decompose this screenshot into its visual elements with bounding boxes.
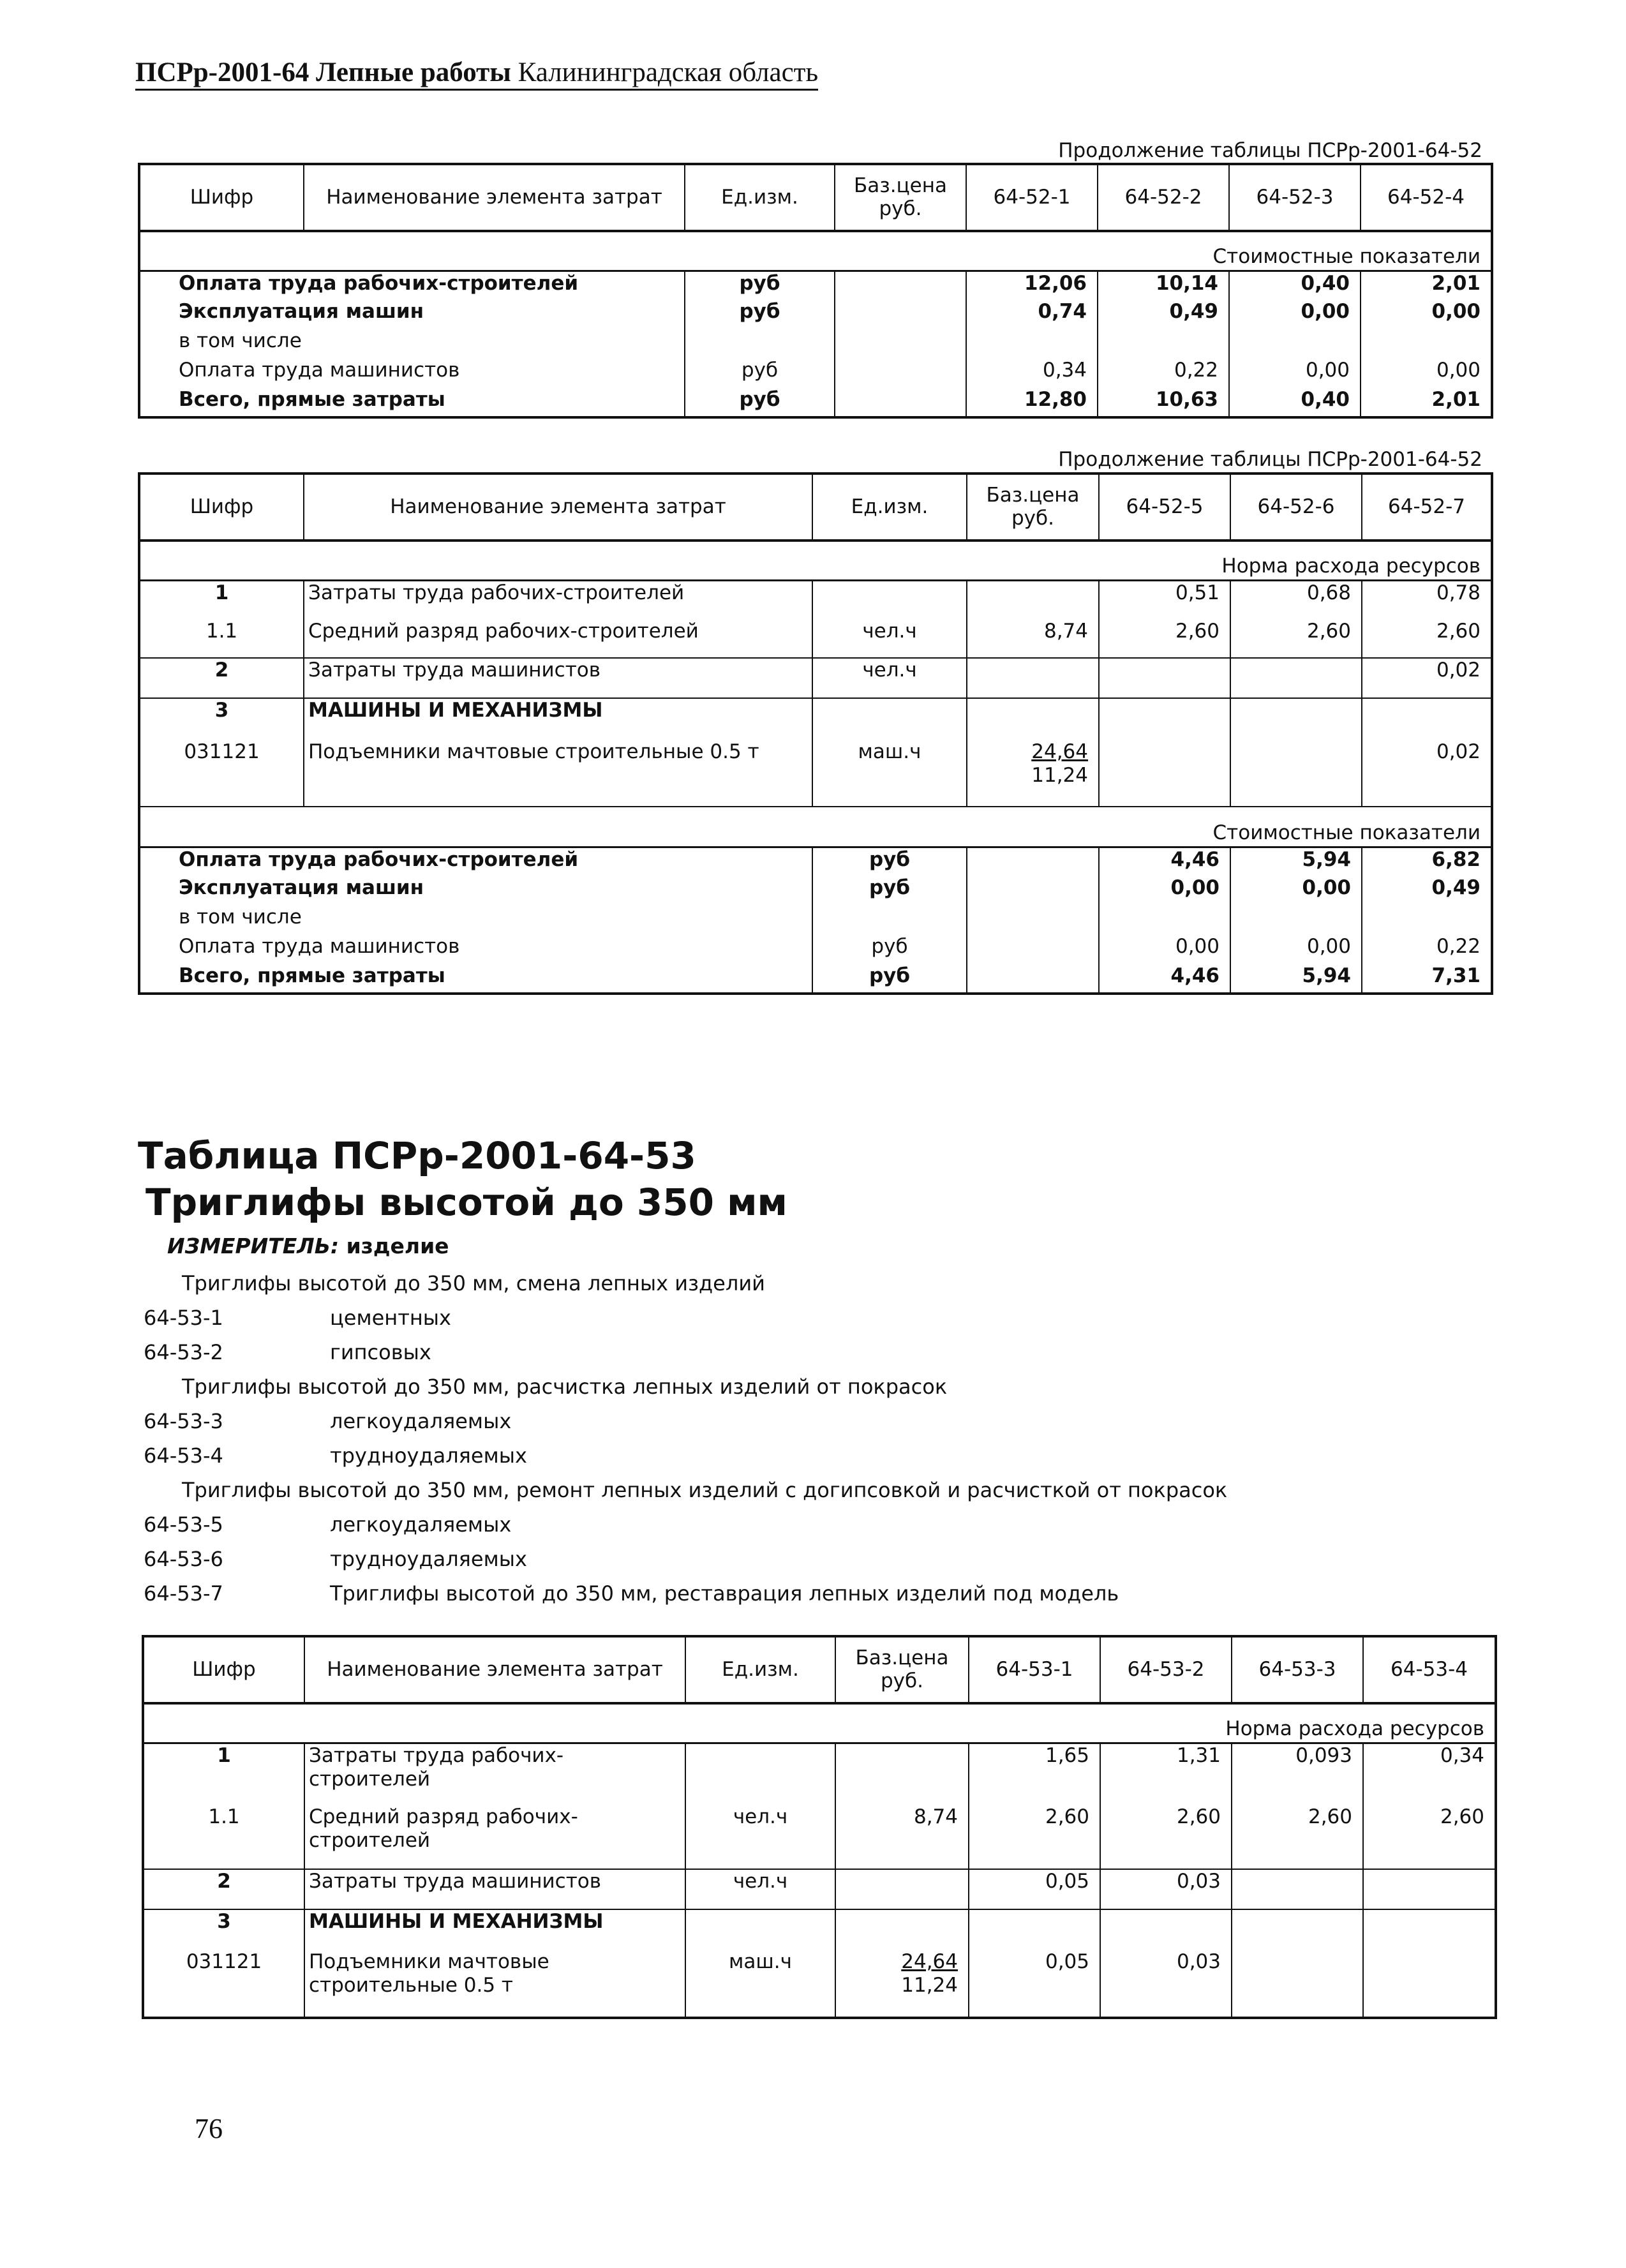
section-label: Стоимостные показатели <box>139 231 1492 271</box>
header-col: 64-52-4 <box>1361 164 1492 231</box>
description-item <box>144 1404 1484 1438</box>
norm-price: 8,74 <box>967 620 1099 658</box>
norm-group-name: МАШИНЫ И МЕХАНИЗМЫ <box>304 1909 685 1950</box>
header-name: Наименование элемента затрат <box>304 1636 685 1703</box>
cost-value: 6,82 <box>1362 847 1492 876</box>
norm-value <box>1232 1869 1363 1909</box>
description-text: трудноудаляемых <box>330 1444 527 1468</box>
cost-value: 0,00 <box>1229 359 1361 388</box>
header-unit: Ед.изм. <box>685 1636 835 1703</box>
cost-value: 4,46 <box>1099 847 1230 876</box>
norm-name: Затраты труда рабочих-строителей <box>304 1743 685 1805</box>
header-col: 64-53-3 <box>1232 1636 1363 1703</box>
cost-row-price <box>835 271 966 300</box>
cost-value: 0,34 <box>966 359 1098 388</box>
section-row <box>139 541 1492 580</box>
section-row <box>139 231 1492 271</box>
cost-value: 0,49 <box>1362 876 1492 906</box>
norm-value: 2,60 <box>1100 1805 1232 1869</box>
norm-row <box>139 620 1492 658</box>
unit-value: изделие <box>346 1234 449 1258</box>
cost-value: 12,80 <box>966 388 1098 417</box>
header-col: 64-52-3 <box>1229 164 1361 231</box>
description-text: гипсовых <box>330 1340 431 1364</box>
norm-unit: чел.ч <box>812 658 967 698</box>
running-header-series: ПСРр-2001-64 Лепные работы <box>135 57 511 87</box>
header-col: 64-52-5 <box>1099 474 1230 541</box>
cost-value: 0,74 <box>966 300 1098 329</box>
description-item <box>144 1335 1484 1369</box>
description-item <box>144 1542 1484 1576</box>
cost-value: 7,31 <box>1362 964 1492 994</box>
cost-value: 0,00 <box>1230 935 1362 964</box>
description-item <box>144 1438 1484 1473</box>
norm-group-name: МАШИНЫ И МЕХАНИЗМЫ <box>304 698 812 740</box>
cost-row-price <box>967 876 1099 906</box>
cost-row-price <box>835 359 966 388</box>
header-name: Наименование элемента затрат <box>304 164 685 231</box>
description-code: 64-53-4 <box>144 1444 223 1468</box>
table1-caption: Продолжение таблицы ПСРр-2001-64-52 <box>1058 139 1482 162</box>
description-text: Триглифы высотой до 350 мм, реставрация лепных изделий под модель <box>330 1581 1119 1606</box>
table1-header-row <box>139 164 1492 231</box>
cost-row <box>139 847 1492 876</box>
cost-value: 0,22 <box>1362 935 1492 964</box>
cost-value: 2,01 <box>1361 388 1492 417</box>
norm-value <box>1099 740 1230 807</box>
norm-value: 1,31 <box>1100 1743 1232 1805</box>
section-row <box>139 807 1492 847</box>
norm-name: Средний разряд рабочих-строителей <box>304 620 812 658</box>
cost-row-price <box>967 935 1099 964</box>
norm-code: 1.1 <box>139 620 304 658</box>
header-code: Шифр <box>143 1636 304 1703</box>
norm-value: 0,03 <box>1100 1950 1232 2018</box>
header-price: Баз.цена руб. <box>835 1636 969 1703</box>
cost-row-price <box>967 847 1099 876</box>
norm-value: 0,02 <box>1362 658 1492 698</box>
norm-code: 2 <box>139 658 304 698</box>
cost-row <box>139 388 1492 417</box>
norm-unit <box>685 1743 835 1805</box>
price-base: 24,64 <box>901 1950 958 1973</box>
norm-value: 0,03 <box>1100 1869 1232 1909</box>
norm-unit: маш.ч <box>685 1950 835 2018</box>
cost-row-name: Оплата труда машинистов <box>139 359 685 388</box>
header-col: 64-53-2 <box>1100 1636 1232 1703</box>
norm-name: Подъемники мачтовые строительные 0.5 т <box>304 740 812 807</box>
header-col: 64-52-2 <box>1098 164 1229 231</box>
norm-value: 0,51 <box>1099 580 1230 620</box>
table53-title-number: Таблица ПСРр-2001-64-53 <box>138 1134 696 1177</box>
table1 <box>138 163 1493 419</box>
price-base: 24,64 <box>1031 740 1088 763</box>
cost-row-name: в том числе <box>139 329 685 359</box>
norm-row <box>139 740 1492 807</box>
cost-row-unit: руб <box>685 271 835 300</box>
cost-row-name: Оплата труда машинистов <box>139 935 812 964</box>
norm-value <box>1099 658 1230 698</box>
cost-row <box>139 329 1492 359</box>
norm-price <box>967 740 1099 807</box>
cost-value: 10,14 <box>1098 271 1229 300</box>
norm-value: 2,60 <box>1362 620 1492 658</box>
norm-value <box>1230 658 1362 698</box>
header-col: 64-53-1 <box>969 1636 1100 1703</box>
description-intro <box>144 1266 1484 1301</box>
norm-price <box>835 1743 969 1805</box>
cost-value: 12,06 <box>966 271 1098 300</box>
cost-row <box>139 964 1492 994</box>
description-code: 64-53-5 <box>144 1512 223 1537</box>
description-intro-text: Триглифы высотой до 350 мм, смена лепных изделий <box>182 1271 765 1295</box>
norm-value: 2,60 <box>1232 1805 1363 1869</box>
norm-name: Затраты труда машинистов <box>304 658 812 698</box>
cost-value: 5,94 <box>1230 847 1362 876</box>
cost-row-unit: руб <box>812 876 967 906</box>
header-price: Баз.цена руб. <box>967 474 1099 541</box>
running-header <box>135 59 818 91</box>
section-label: Норма расхода ресурсов <box>139 541 1492 580</box>
norm-name: Затраты труда рабочих-строителей <box>304 580 812 620</box>
norm-price <box>835 1869 969 1909</box>
description-item <box>144 1507 1484 1542</box>
cost-row <box>139 876 1492 906</box>
cost-row-name: Оплата труда рабочих-строителей <box>139 847 812 876</box>
description-item <box>144 1301 1484 1335</box>
norm-value: 0,02 <box>1362 740 1492 807</box>
cost-value: 2,01 <box>1361 271 1492 300</box>
norm-code: 1 <box>143 1743 304 1805</box>
header-unit: Ед.изм. <box>685 164 835 231</box>
norm-value: 0,68 <box>1230 580 1362 620</box>
norm-unit: чел.ч <box>812 620 967 658</box>
norm-value: 0,05 <box>969 1869 1100 1909</box>
cost-row-name: Эксплуатация машин <box>139 876 812 906</box>
table53-title <box>138 1133 787 1225</box>
norm-code: 031121 <box>139 740 304 807</box>
unit-line <box>167 1234 449 1258</box>
cost-value: 10,63 <box>1098 388 1229 417</box>
header-code: Шифр <box>139 164 304 231</box>
page-number: 76 <box>195 2113 223 2144</box>
description-item <box>144 1576 1484 1611</box>
cost-row-price <box>835 388 966 417</box>
norm-row <box>143 1950 1496 2018</box>
norm-code: 1.1 <box>143 1805 304 1869</box>
price-operator: 11,24 <box>901 1974 958 1997</box>
section-label: Стоимостные показатели <box>139 807 1492 847</box>
cost-row <box>139 271 1492 300</box>
cost-row-name: Эксплуатация машин <box>139 300 685 329</box>
norm-value <box>1230 740 1362 807</box>
norm-value <box>1363 1869 1496 1909</box>
cost-value: 0,40 <box>1229 388 1361 417</box>
description-text: трудноудаляемых <box>330 1547 527 1571</box>
norm-name: Подъемники мачтовые строительные 0.5 т <box>304 1950 685 2018</box>
norm-code: 2 <box>143 1869 304 1909</box>
header-price: Баз.цена руб. <box>835 164 966 231</box>
cost-value: 5,94 <box>1230 964 1362 994</box>
cost-value: 0,40 <box>1229 271 1361 300</box>
description-intro-text: Триглифы высотой до 350 мм, расчистка лепных изделий от покрасок <box>182 1375 948 1399</box>
section-row <box>143 1703 1496 1743</box>
table2-header-row <box>139 474 1492 541</box>
cost-row-price <box>835 300 966 329</box>
norm-code: 031121 <box>143 1950 304 2018</box>
cost-row <box>139 935 1492 964</box>
cost-row-unit: руб <box>685 359 835 388</box>
cost-value: 0,00 <box>1229 300 1361 329</box>
header-code: Шифр <box>139 474 304 541</box>
header-col: 64-52-7 <box>1362 474 1492 541</box>
norm-value: 2,60 <box>969 1805 1100 1869</box>
description-intro <box>144 1369 1484 1404</box>
norm-code: 3 <box>143 1909 304 1950</box>
description-code: 64-53-7 <box>144 1581 223 1606</box>
norm-unit <box>812 580 967 620</box>
table53-title-subject: Триглифы высотой до 350 мм <box>145 1180 787 1224</box>
table3 <box>142 1635 1497 2019</box>
norm-value: 2,60 <box>1099 620 1230 658</box>
cost-value: 4,46 <box>1099 964 1230 994</box>
norm-price: 8,74 <box>835 1805 969 1869</box>
norm-price <box>835 1950 969 2018</box>
cost-row-unit: руб <box>812 964 967 994</box>
price-operator: 11,24 <box>1031 764 1088 787</box>
header-name: Наименование элемента затрат <box>304 474 812 541</box>
header-unit: Ед.изм. <box>812 474 967 541</box>
work-description-list <box>144 1266 1484 1611</box>
description-intro <box>144 1473 1484 1507</box>
table2 <box>138 472 1493 995</box>
norm-row <box>143 1743 1496 1805</box>
cost-value: 0,49 <box>1098 300 1229 329</box>
description-text: легкоудаляемых <box>330 1409 512 1433</box>
norm-group-row <box>139 698 1492 740</box>
cost-row <box>139 300 1492 329</box>
norm-value: 2,60 <box>1363 1805 1496 1869</box>
cost-row-unit: руб <box>685 300 835 329</box>
cost-row-price <box>967 964 1099 994</box>
cost-value: 0,00 <box>1099 876 1230 906</box>
description-code: 64-53-6 <box>144 1547 223 1571</box>
norm-name: Средний разряд рабочих-строителей <box>304 1805 685 1869</box>
cost-row-unit: руб <box>812 935 967 964</box>
description-intro-text: Триглифы высотой до 350 мм, ремонт лепных изделий с догипсовкой и расчисткой от покрасок <box>182 1478 1228 1502</box>
unit-label: ИЗМЕРИТЕЛЬ: <box>167 1234 339 1258</box>
norm-value: 0,093 <box>1232 1743 1363 1805</box>
section-label: Норма расхода ресурсов <box>143 1703 1496 1743</box>
header-col: 64-52-6 <box>1230 474 1362 541</box>
description-text: легкоудаляемых <box>330 1512 512 1537</box>
cost-row <box>139 359 1492 388</box>
cost-row-unit: руб <box>685 388 835 417</box>
norm-price <box>967 580 1099 620</box>
cost-row <box>139 906 1492 935</box>
running-header-region: Калининградская область <box>511 57 819 87</box>
norm-unit: чел.ч <box>685 1869 835 1909</box>
cost-value: 0,00 <box>1230 876 1362 906</box>
cost-value: 0,22 <box>1098 359 1229 388</box>
norm-value <box>1232 1950 1363 2018</box>
norm-group-row <box>143 1909 1496 1950</box>
description-code: 64-53-3 <box>144 1409 223 1433</box>
norm-row <box>139 658 1492 698</box>
norm-code: 1 <box>139 580 304 620</box>
norm-value <box>1363 1950 1496 2018</box>
norm-value: 0,34 <box>1363 1743 1496 1805</box>
norm-name: Затраты труда машинистов <box>304 1869 685 1909</box>
norm-value: 0,05 <box>969 1950 1100 2018</box>
table3-header-row <box>143 1636 1496 1703</box>
norm-code: 3 <box>139 698 304 740</box>
cost-row-name: Всего, прямые затраты <box>139 388 685 417</box>
norm-price <box>967 658 1099 698</box>
cost-row-unit: руб <box>812 847 967 876</box>
norm-value: 2,60 <box>1230 620 1362 658</box>
norm-row <box>143 1805 1496 1869</box>
table2-caption: Продолжение таблицы ПСРр-2001-64-52 <box>1058 448 1482 471</box>
norm-value: 1,65 <box>969 1743 1100 1805</box>
header-col: 64-52-1 <box>966 164 1098 231</box>
norm-value: 0,78 <box>1362 580 1492 620</box>
description-code: 64-53-2 <box>144 1340 223 1364</box>
cost-row-name: Всего, прямые затраты <box>139 964 812 994</box>
norm-row <box>143 1869 1496 1909</box>
cost-value: 0,00 <box>1361 300 1492 329</box>
norm-row <box>139 580 1492 620</box>
cost-value: 0,00 <box>1099 935 1230 964</box>
description-text: цементных <box>330 1306 451 1330</box>
norm-unit: маш.ч <box>812 740 967 807</box>
description-code: 64-53-1 <box>144 1306 223 1330</box>
header-col: 64-53-4 <box>1363 1636 1496 1703</box>
cost-value: 0,00 <box>1361 359 1492 388</box>
cost-row-name: в том числе <box>139 906 812 935</box>
norm-unit: чел.ч <box>685 1805 835 1869</box>
cost-row-name: Оплата труда рабочих-строителей <box>139 271 685 300</box>
